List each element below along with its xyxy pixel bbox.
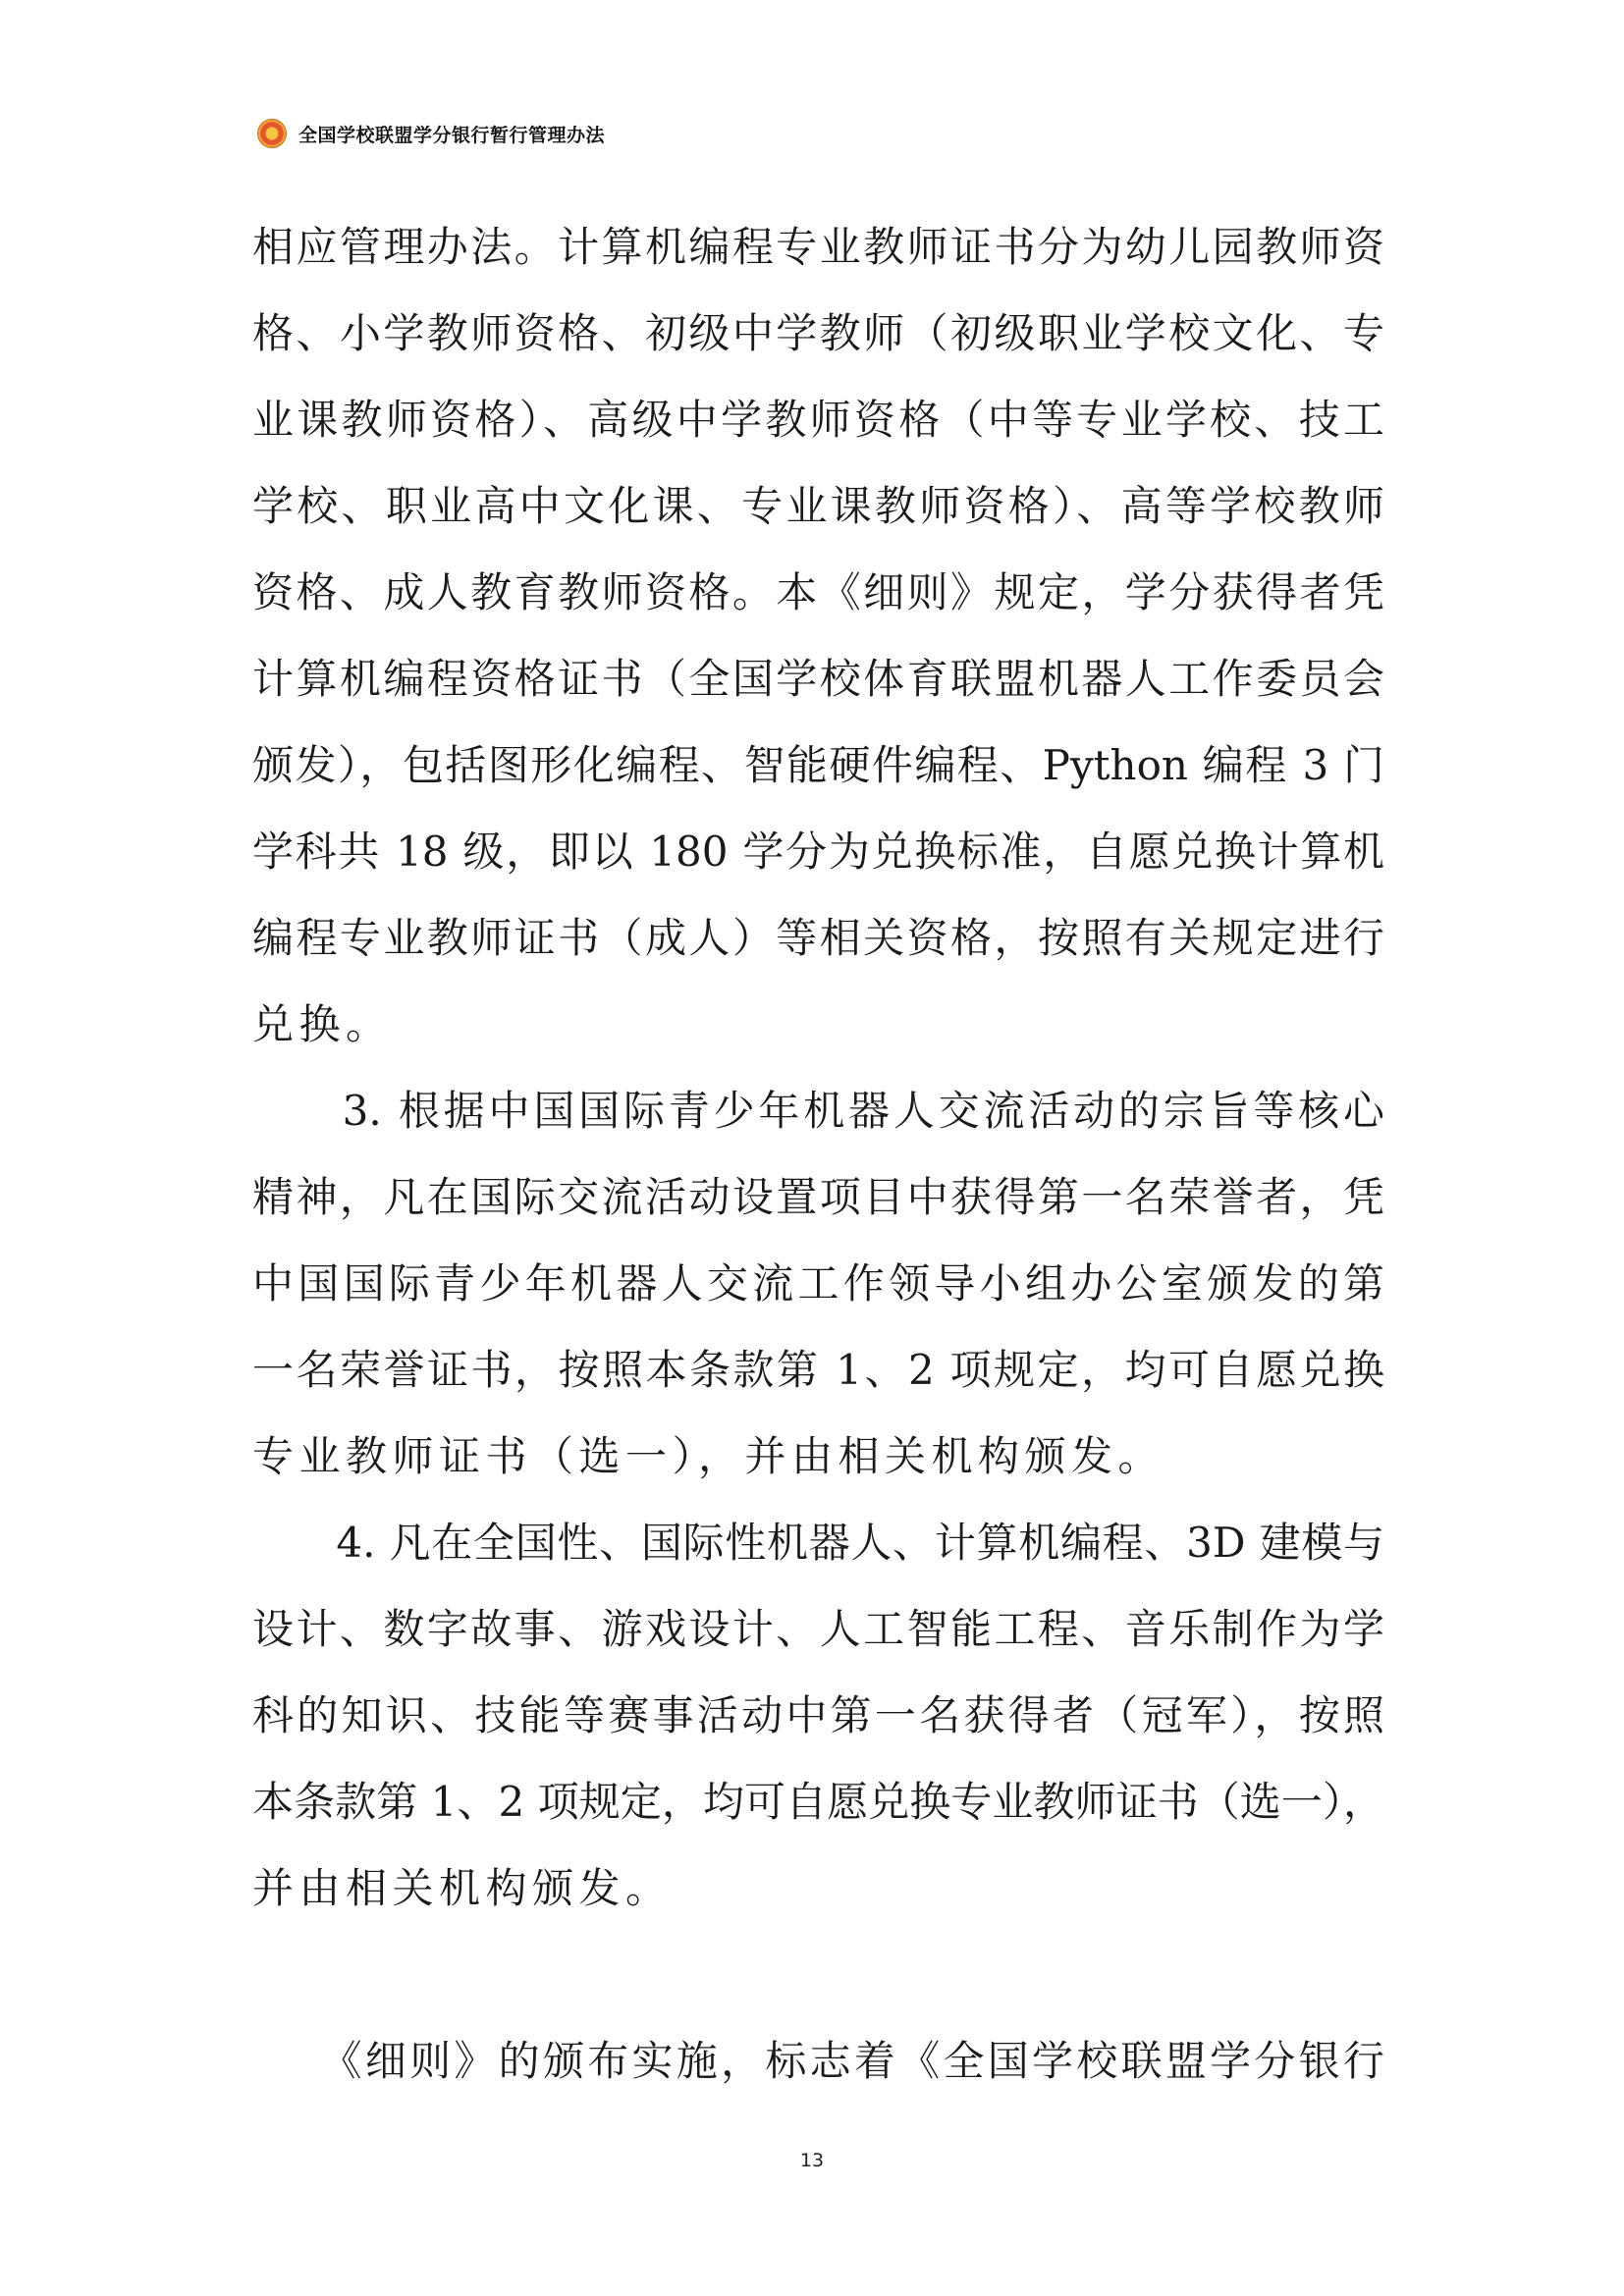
text-line: 专业教师证书（选一），并由相关机构颁发。	[252, 1432, 1165, 1480]
text-line: 一名荣誉证书，按照本条款第 1、2 项规定，均可自愿兑换	[252, 1346, 1384, 1394]
text-line: 本条款第 1、2 项规定，均可自愿兑换专业教师证书（选一），	[252, 1778, 1384, 1826]
emblem-logo-icon	[257, 119, 287, 148]
text-line: 科的知识、技能等赛事活动中第一名获得者（冠军），按照	[252, 1691, 1384, 1739]
text-line: 学校、职业高中文化课、专业课教师资格）、高等学校教师	[252, 482, 1384, 530]
text-line: 精神，凡在国际交流活动设置项目中获得第一名荣誉者，凭	[252, 1173, 1384, 1221]
text-line: 中国国际青少年机器人交流工作领导小组办公室颁发的第	[252, 1259, 1384, 1308]
text-line: 相应管理办法。计算机编程专业教师证书分为幼儿园教师资	[252, 223, 1384, 271]
text-line: 《细则》的颁布实施，标志着《全国学校联盟学分银行	[252, 2037, 1384, 2085]
text-line: 计算机编程资格证书（全国学校体育联盟机器人工作委员会	[252, 655, 1384, 703]
text-line: 业课教师资格）、高级中学教师资格（中等专业学校、技工	[252, 396, 1384, 444]
header-title: 全国学校联盟学分银行暂行管理办法	[298, 124, 606, 146]
text-line: 并由相关机构颁发。	[252, 1864, 673, 1912]
text-line: 格、小学教师资格、初级中学教师（初级职业学校文化、专	[252, 309, 1384, 357]
document-body	[252, 204, 1384, 2105]
text-line: 资格、成人教育教师资格。本《细则》规定，学分获得者凭	[252, 568, 1384, 616]
paragraph-2	[252, 1068, 1384, 1500]
paragraph-3	[252, 1500, 1384, 1932]
page-header	[257, 116, 605, 151]
text-line: 设计、数字故事、游戏设计、人工智能工程、音乐制作为学	[252, 1605, 1384, 1653]
paragraph-gap	[252, 1932, 1384, 2018]
text-line: 颁发），包括图形化编程、智能硬件编程、Python 编程 3 门	[252, 741, 1384, 789]
paragraph-1	[252, 204, 1384, 1068]
text-line: 4. 凡在全国性、国际性机器人、计算机编程、3D 建模与	[252, 1519, 1384, 1567]
text-line: 兑换。	[252, 1000, 393, 1048]
text-line: 学科共 18 级，即以 180 学分为兑换标准，自愿兑换计算机	[252, 828, 1384, 876]
paragraph-4	[252, 2018, 1384, 2105]
text-line: 编程专业教师证书（成人）等相关资格，按照有关规定进行	[252, 914, 1384, 962]
page-number: 13	[799, 2150, 825, 2171]
text-line: 3. 根据中国国际青少年机器人交流活动的宗旨等核心	[252, 1087, 1384, 1135]
